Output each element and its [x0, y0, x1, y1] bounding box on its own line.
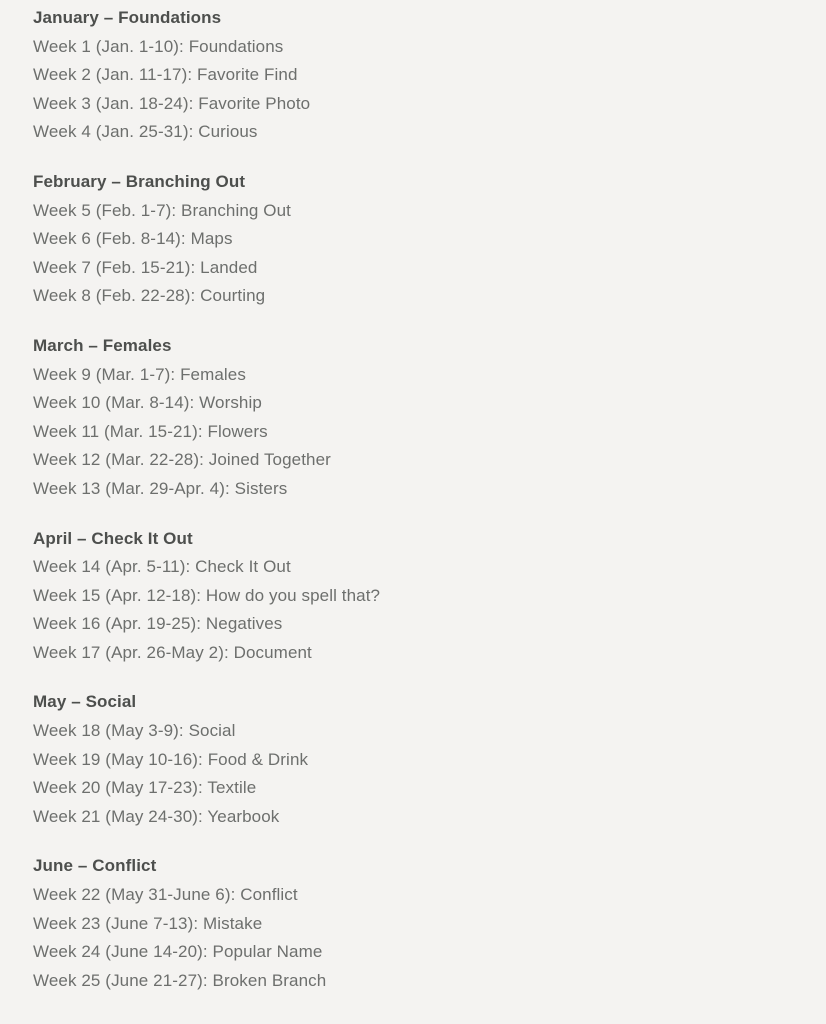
week-line: Week 17 (Apr. 26-May 2): Document: [33, 642, 312, 662]
week-line: Week 20 (May 17-23): Textile: [33, 778, 257, 798]
month-heading: February – Branching Out: [33, 171, 246, 191]
week-line: Week 25 (June 21-27): Broken Branch: [33, 970, 327, 990]
week-line: Week 15 (Apr. 12-18): How do you spell that?: [33, 585, 381, 605]
week-line: Week 8 (Feb. 22-28): Courting: [33, 286, 266, 306]
month-heading: June – Conflict: [33, 856, 157, 876]
month-section-february: [33, 168, 796, 311]
week-line: Week 5 (Feb. 1-7): Branching Out: [33, 200, 292, 220]
week-line: Week 1 (Jan. 1-10): Foundations: [33, 36, 284, 56]
month-heading: January – Foundations: [33, 8, 222, 27]
month-heading: April – Check It Out: [33, 528, 193, 548]
month-section-april: [33, 525, 796, 668]
week-line: Week 13 (Mar. 29-Apr. 4): Sisters: [33, 478, 288, 498]
week-line: Week 3 (Jan. 18-24): Favorite Photo: [33, 93, 311, 113]
week-line: Week 24 (June 14-20): Popular Name: [33, 942, 323, 962]
week-line: Week 22 (May 31-June 6): Conflict: [33, 885, 298, 905]
month-heading: May – Social: [33, 692, 137, 712]
month-section-june: [33, 852, 796, 995]
week-line: Week 23 (June 7-13): Mistake: [33, 913, 263, 933]
week-line: Week 11 (Mar. 15-21): Flowers: [33, 421, 268, 441]
week-line: Week 19 (May 10-16): Food & Drink: [33, 749, 309, 769]
week-line: Week 4 (Jan. 25-31): Curious: [33, 122, 258, 142]
week-line: Week 9 (Mar. 1-7): Females: [33, 364, 246, 384]
month-heading: March – Females: [33, 335, 172, 355]
week-line: Week 16 (Apr. 19-25): Negatives: [33, 614, 283, 634]
month-section-march: [33, 332, 796, 504]
week-line: Week 21 (May 24-30): Yearbook: [33, 806, 280, 826]
week-line: Week 12 (Mar. 22-28): Joined Together: [33, 450, 331, 470]
week-line: Week 18 (May 3-9): Social: [33, 721, 236, 741]
week-line: Week 6 (Feb. 8-14): Maps: [33, 229, 233, 249]
week-line: Week 10 (Mar. 8-14): Worship: [33, 393, 262, 413]
week-line: Week 14 (Apr. 5-11): Check It Out: [33, 557, 291, 577]
week-line: Week 7 (Feb. 15-21): Landed: [33, 257, 258, 277]
week-line: Week 2 (Jan. 11-17): Favorite Find: [33, 65, 298, 85]
month-section-may: [33, 688, 796, 831]
month-section-january: [33, 4, 796, 147]
